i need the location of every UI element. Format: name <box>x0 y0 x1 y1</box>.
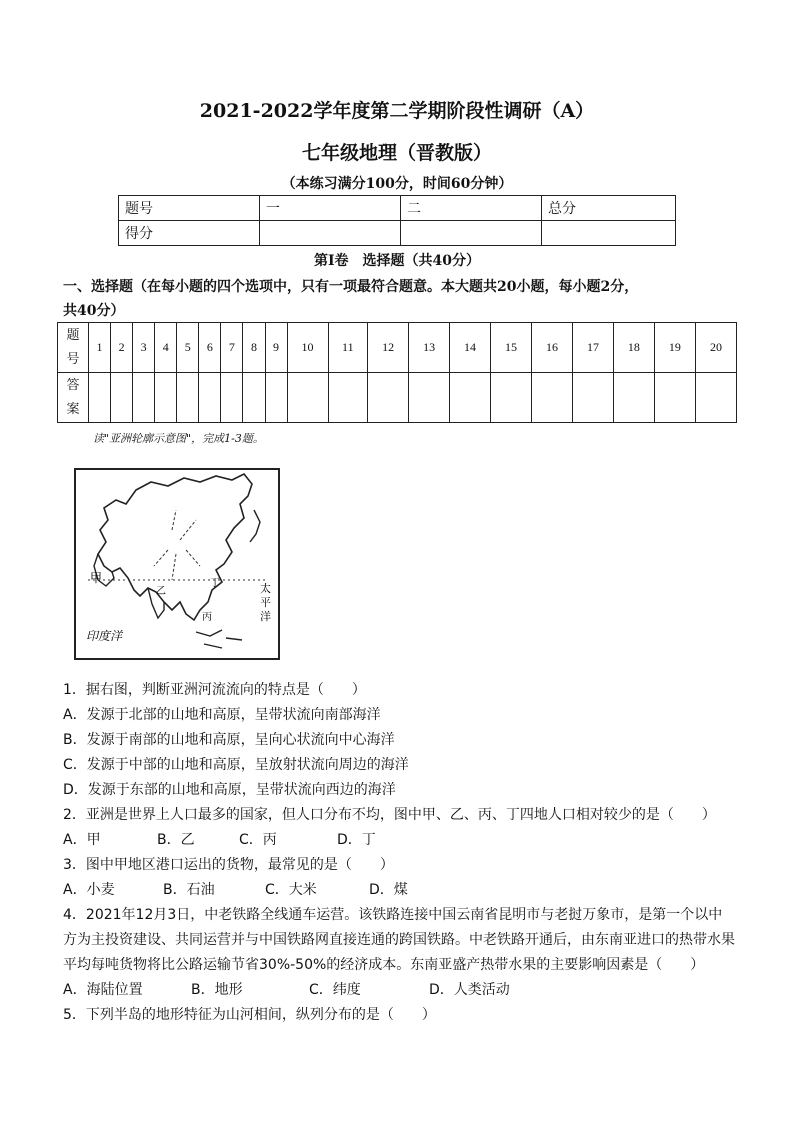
score-cell: 总分 <box>542 196 676 221</box>
question-number-cell: 6 <box>199 323 221 373</box>
question-number-cell: 3 <box>133 323 155 373</box>
question-number-cell: 20 <box>695 323 736 373</box>
answer-cell[interactable] <box>265 373 287 423</box>
question-number-cell: 4 <box>155 323 177 373</box>
question-1: 1．据右图，判断亚洲河流流向的特点是（ ） <box>63 682 366 698</box>
question-2-option[interactable]: D．丁 <box>337 832 376 848</box>
answer-grid <box>57 322 737 423</box>
question-5: 5．下列半岛的地形特征为山河相间，纵列分布的是（ ） <box>63 1007 436 1023</box>
question-number-cell: 10 <box>287 323 328 373</box>
map-label-pacific: 洋 <box>260 610 271 623</box>
indonesia-islands <box>196 630 242 648</box>
answer-cell[interactable] <box>177 373 199 423</box>
question-4-option[interactable]: C．纬度 <box>309 982 361 998</box>
question-number-cell: 1 <box>89 323 111 373</box>
score-table-row-header <box>119 196 676 221</box>
answer-cell[interactable] <box>368 373 409 423</box>
question-3-option[interactable]: B．石油 <box>163 882 215 898</box>
question-number-cell: 15 <box>491 323 532 373</box>
answer-cell[interactable] <box>613 373 654 423</box>
question-number-cell: 18 <box>613 323 654 373</box>
section-title: 第Ⅰ卷 选择题（共40分） <box>313 253 481 269</box>
question-3: 3．图中甲地区港口运出的货物，最常见的是（ ） <box>63 857 394 873</box>
river-lines <box>154 510 200 580</box>
answer-cell[interactable] <box>572 373 613 423</box>
question-4-line: 平均每吨货物将比公路运输节省30%-50%的经济成本。东南亚盛产热带水果的主要影响因素是（ ） <box>63 957 705 973</box>
question-number-cell: 9 <box>265 323 287 373</box>
answer-cell[interactable] <box>491 373 532 423</box>
question-1-option-a[interactable]: A．发源于北部的山地和高原，呈带状流向南部海洋 <box>63 707 381 723</box>
score-cell: 二 <box>401 196 542 221</box>
exam-subtitle: 七年级地理（晋教版） <box>301 142 492 164</box>
asia-coastline <box>98 474 252 620</box>
answer-grid-number-row <box>58 323 737 373</box>
answer-cell[interactable] <box>243 373 265 423</box>
answer-cell[interactable] <box>328 373 368 423</box>
question-number-cell: 8 <box>243 323 265 373</box>
score-cell: 得分 <box>119 221 260 246</box>
question-number-cell: 5 <box>177 323 199 373</box>
score-cell: 题号 <box>119 196 260 221</box>
answer-cell[interactable] <box>654 373 695 423</box>
question-number-cell: 13 <box>409 323 450 373</box>
instruction-line: 共40分） <box>63 303 125 319</box>
question-3-option[interactable]: A．小麦 <box>63 882 115 898</box>
question-number-cell: 17 <box>572 323 613 373</box>
map-label-ding: 丁 <box>210 578 220 589</box>
question-number-cell: 7 <box>221 323 243 373</box>
question-number-cell: 19 <box>654 323 695 373</box>
score-input-cell[interactable] <box>401 221 542 246</box>
map-label-pacific: 太 <box>260 582 271 595</box>
row-label-answer: 答 案 <box>58 373 89 423</box>
question-number-cell: 2 <box>111 323 133 373</box>
question-number-cell: 12 <box>368 323 409 373</box>
score-table <box>118 195 676 246</box>
question-2-option[interactable]: C．丙 <box>239 832 277 848</box>
question-3-option[interactable]: D．煤 <box>369 882 408 898</box>
question-2-options <box>63 830 376 850</box>
answer-grid-answer-row <box>58 373 737 423</box>
answer-cell[interactable] <box>409 373 450 423</box>
question-number-cell: 14 <box>450 323 491 373</box>
exam-note: （本练习满分100分，时间60分钟） <box>281 176 513 192</box>
question-2: 2．亚洲是世界上人口最多的国家，但人口分布不均，图中甲、乙、丙、丁四地人口相对较少的是（ ） <box>63 807 716 823</box>
japan-islands <box>250 510 260 542</box>
answer-cell[interactable] <box>155 373 177 423</box>
map-label-indian-ocean: 印度洋 <box>86 629 123 643</box>
answer-cell[interactable] <box>221 373 243 423</box>
question-number-cell: 11 <box>328 323 368 373</box>
question-4-option[interactable]: B．地形 <box>191 982 243 998</box>
question-3-option[interactable]: C．大米 <box>265 882 317 898</box>
question-4-option[interactable]: D．人类活动 <box>429 982 510 998</box>
question-4-line: 方为主投资建设、共同运营并与中国铁路网直接连通的跨国铁路。中老铁路开通后，由东南亚进口的热带水果 <box>63 932 735 948</box>
answer-cell[interactable] <box>111 373 133 423</box>
question-3-options <box>63 880 408 900</box>
question-1-option-c[interactable]: C．发源于中部的山地和高原，呈放射状流向周边的海洋 <box>63 757 409 773</box>
score-cell: 一 <box>260 196 401 221</box>
answer-cell[interactable] <box>532 373 573 423</box>
question-2-option[interactable]: A．甲 <box>63 832 101 848</box>
score-input-cell[interactable] <box>260 221 401 246</box>
question-4-line: 4．2021年12月3日，中老铁路全线通车运营。该铁路连接中国云南省昆明市与老挝万象市，是第一个以中 <box>63 907 723 923</box>
asia-map-drawing <box>76 470 278 658</box>
question-number-cell: 16 <box>532 323 573 373</box>
answer-cell[interactable] <box>450 373 491 423</box>
answer-cell[interactable] <box>133 373 155 423</box>
asia-outline-map <box>74 468 280 660</box>
read-map-note: 读"亚洲轮廓示意图"，完成1-3题。 <box>93 432 264 445</box>
question-1-option-d[interactable]: D．发源于东部的山地和高原，呈带状流向西边的海洋 <box>63 782 396 798</box>
map-label-yi: 乙 <box>156 586 166 597</box>
answer-cell[interactable] <box>695 373 736 423</box>
score-input-cell[interactable] <box>542 221 676 246</box>
question-4-options <box>63 980 510 1000</box>
map-label-pacific: 平 <box>260 596 271 609</box>
question-4-option[interactable]: A．海陆位置 <box>63 982 143 998</box>
section-instruction <box>63 275 743 323</box>
instruction-line: 一、选择题（在每小题的四个选项中，只有一项最符合题意。本大题共20小题，每小题2分， <box>63 279 639 295</box>
map-label-jia: 甲 <box>90 571 103 585</box>
question-2-option[interactable]: B．乙 <box>157 832 195 848</box>
score-table-row-score <box>119 221 676 246</box>
question-1-option-b[interactable]: B．发源于南部的山地和高原，呈向心状流向中心海洋 <box>63 732 395 748</box>
row-label-question-number: 题 号 <box>58 323 89 373</box>
answer-cell[interactable] <box>89 373 111 423</box>
answer-cell[interactable] <box>287 373 328 423</box>
answer-cell[interactable] <box>199 373 221 423</box>
map-label-bing: 丙 <box>202 612 212 623</box>
exam-title: 2021-2022学年度第二学期阶段性调研（A） <box>199 100 595 122</box>
